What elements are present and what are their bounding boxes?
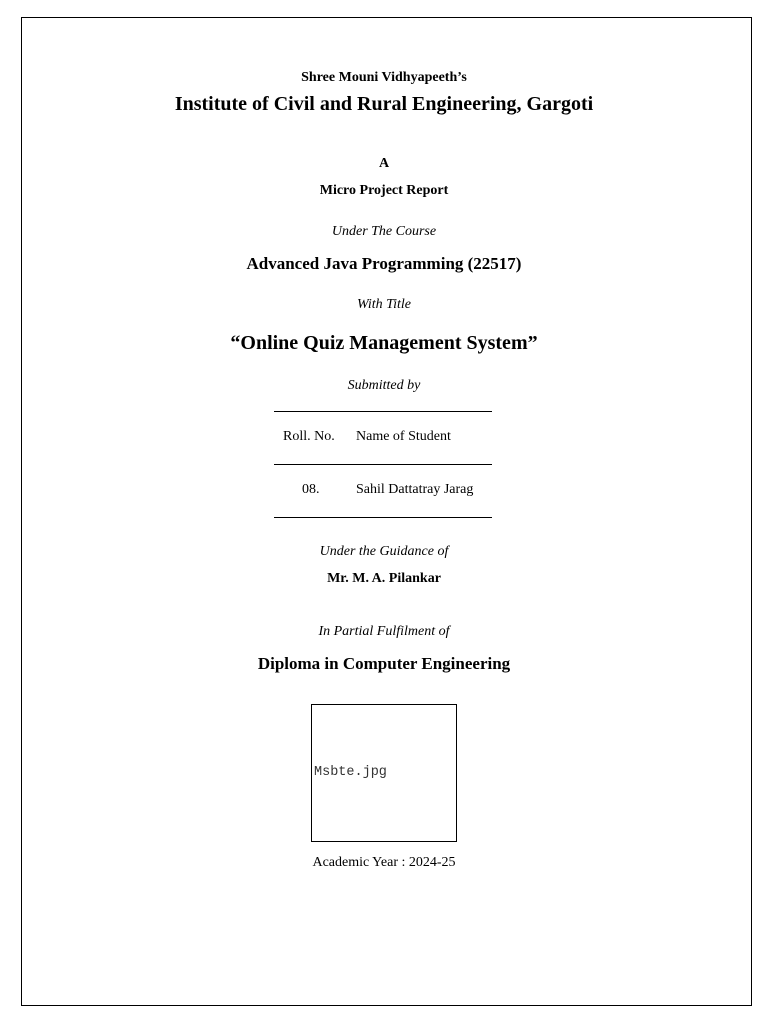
title-intro: With Title	[356, 297, 412, 312]
institute-name: Institute of Civil and Rural Engineering, Gargoti	[174, 93, 594, 115]
column-header-roll-no: Roll. No.	[283, 429, 335, 444]
course-intro: Under The Course	[331, 224, 437, 239]
report-article: A	[378, 156, 390, 171]
course-name: Advanced Java Programming (22517)	[246, 254, 522, 273]
guidance-intro: Under the Guidance of	[319, 544, 449, 559]
guide-name: Mr. M. A. Pilankar	[327, 571, 441, 586]
msbte-logo-placeholder	[311, 704, 457, 842]
student-name-cell: Sahil Dattatray Jarag	[356, 482, 474, 497]
roll-no-cell: 08.	[302, 482, 320, 497]
column-header-student-name: Name of Student	[356, 429, 451, 444]
submitted-intro: Submitted by	[347, 378, 421, 393]
project-title: “Online Quiz Management System”	[230, 332, 538, 354]
report-type: Micro Project Report	[319, 183, 449, 198]
society-name: Shree Mouni Vidhyapeeth’s	[301, 70, 467, 85]
program-name: Diploma in Computer Engineering	[257, 654, 511, 673]
fulfilment-intro: In Partial Fulfilment of	[318, 624, 450, 639]
table-top-rule	[274, 411, 492, 412]
table-bottom-rule	[274, 517, 492, 518]
table-header-rule	[274, 464, 492, 465]
academic-year: Academic Year : 2024-25	[312, 855, 456, 870]
logo-alt-text: Msbte.jpg	[314, 765, 387, 780]
